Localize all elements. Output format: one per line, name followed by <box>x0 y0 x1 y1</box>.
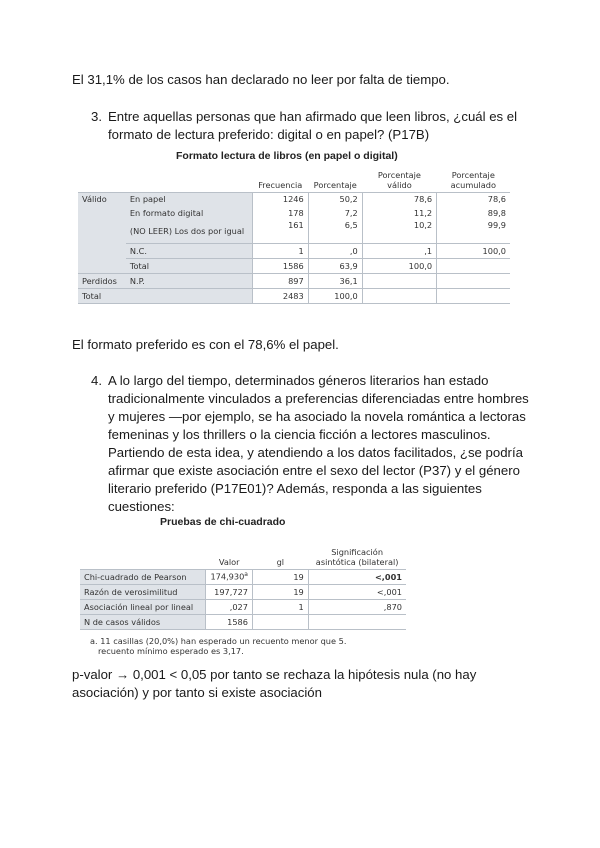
column-header: Porcentaje <box>308 165 362 192</box>
header-empty <box>80 532 206 569</box>
paragraph-lack-of-time: El 31,1% de los casos han declarado no leer por falta de tiempo. <box>72 72 450 87</box>
cell: <,001 <box>308 584 406 599</box>
question-line: y mujeres —por ejemplo, se ha asociado la novela romántica a lectoras <box>108 409 526 424</box>
table-row <box>80 599 406 614</box>
question-line: Partiendo de esta idea, y atendiendo a los datos facilitados, ¿se podría <box>108 445 523 460</box>
row-label: En papel <box>126 192 252 206</box>
cell: ,027 <box>206 599 253 614</box>
cell: 1586 <box>206 614 253 629</box>
cell: 161 <box>252 220 308 243</box>
table-row <box>80 569 406 584</box>
cell: 1 <box>252 243 308 258</box>
column-header: gl <box>252 532 308 569</box>
cell <box>437 258 510 273</box>
header-empty <box>126 165 252 192</box>
cell: 100,0 <box>362 258 436 273</box>
table-title: Pruebas de chi-cuadrado <box>160 516 286 528</box>
cell: 197,727 <box>206 584 253 599</box>
footnote-line: a. 11 casillas (20,0%) han esperado un recuento menor que 5. <box>90 636 347 646</box>
question-line: literario preferido (P17E01)? Además, responda a las siguientes <box>108 481 482 496</box>
table-row <box>80 584 406 599</box>
table-footnote <box>90 636 346 656</box>
question-line: Entre aquellas personas que han afirmado que leen libros, ¿cuál es el <box>108 109 518 124</box>
frequency-table <box>78 165 510 304</box>
question-line: tradicionalmente vinculados a preferencias diferenciadas entre hombres <box>108 391 529 406</box>
cell: 50,2 <box>308 192 362 206</box>
cell: 7,2 <box>308 206 362 220</box>
row-label: Asociación lineal por lineal <box>80 599 206 614</box>
question-line: femeninas y los thrillers o la ciencia ficción a lectores masculinos. <box>108 427 491 442</box>
row-label: Total <box>126 258 252 273</box>
table-row <box>78 206 510 220</box>
cell: ,1 <box>362 243 436 258</box>
column-header: Valor <box>206 532 253 569</box>
cell: 11,2 <box>362 206 436 220</box>
paragraph-conclusion <box>72 666 476 702</box>
footnote-marker: a <box>244 571 248 579</box>
row-group-label: Perdidos <box>78 273 126 288</box>
cell: 78,6 <box>437 192 510 206</box>
cell: ,870 <box>308 599 406 614</box>
cell: 10,2 <box>362 220 436 243</box>
table-row <box>78 220 510 243</box>
row-group-label: Válido <box>78 192 126 206</box>
column-header: Frecuencia <box>252 165 308 192</box>
column-header: Porcentaje válido <box>362 165 436 192</box>
row-label: N de casos válidos <box>80 614 206 629</box>
cell: ,0 <box>308 243 362 258</box>
cell: 63,9 <box>308 258 362 273</box>
cell: 897 <box>252 273 308 288</box>
cell: 100,0 <box>308 288 362 303</box>
cell: 1 <box>252 599 308 614</box>
table-row <box>80 614 406 629</box>
table-title: Formato lectura de libros (en papel o digital) <box>176 150 398 162</box>
cell: 36,1 <box>308 273 362 288</box>
cell: 19 <box>252 569 308 584</box>
question-number: 3. <box>91 109 102 124</box>
footnote-line: recuento mínimo esperado es 3,17. <box>98 646 244 656</box>
row-label: N.C. <box>126 243 252 258</box>
cell: 174,930$^a$ <box>206 569 253 584</box>
question-text <box>108 108 538 144</box>
cell: 100,0 <box>437 243 510 258</box>
row-label: Razón de verosimilitud <box>80 584 206 599</box>
paragraph-preferred-format: El formato preferido es con el 78,6% el papel. <box>72 337 339 352</box>
question-line: A lo largo del tiempo, determinados géneros literarios han estado <box>108 373 489 388</box>
cell: 2483 <box>252 288 308 303</box>
table-row <box>78 288 510 303</box>
header-empty <box>78 165 126 192</box>
table-row <box>78 243 510 258</box>
table-row <box>78 192 510 206</box>
question-line: cuestiones: <box>108 499 175 514</box>
row-label: En formato digital <box>126 206 252 220</box>
conclusion-line: p-valor → 0,001 < 0,05 por tanto se rechaza la hipótesis nula (no hay <box>72 667 477 682</box>
row-label: (NO LEER) Los dos por igual <box>126 220 252 243</box>
cell: 1586 <box>252 258 308 273</box>
question-text <box>108 372 538 516</box>
cell: 78,6 <box>362 192 436 206</box>
chi-square-table <box>80 532 406 630</box>
cell: 99,9 <box>437 220 510 243</box>
cell: 178 <box>252 206 308 220</box>
row-group-label: Total <box>78 288 126 303</box>
cell: 19 <box>252 584 308 599</box>
table-row <box>78 273 510 288</box>
column-header: Significación asintótica (bilateral) <box>308 532 406 569</box>
row-label: N.P. <box>126 273 252 288</box>
cell: <,001 <box>308 569 406 584</box>
conclusion-line: asociación) y por tanto si existe asociación <box>72 685 322 700</box>
column-header: Porcentaje acumulado <box>437 165 510 192</box>
row-label: Chi-cuadrado de Pearson <box>80 569 206 584</box>
table-row <box>78 258 510 273</box>
question-number: 4. <box>91 373 102 388</box>
cell: 89,8 <box>437 206 510 220</box>
question-line: formato de lectura preferido: digital o en papel? (P17B) <box>108 127 430 142</box>
question-line: afirmar que existe asociación entre el sexo del lector (P37) y el género <box>108 463 520 478</box>
cell: 1246 <box>252 192 308 206</box>
cell: 6,5 <box>308 220 362 243</box>
